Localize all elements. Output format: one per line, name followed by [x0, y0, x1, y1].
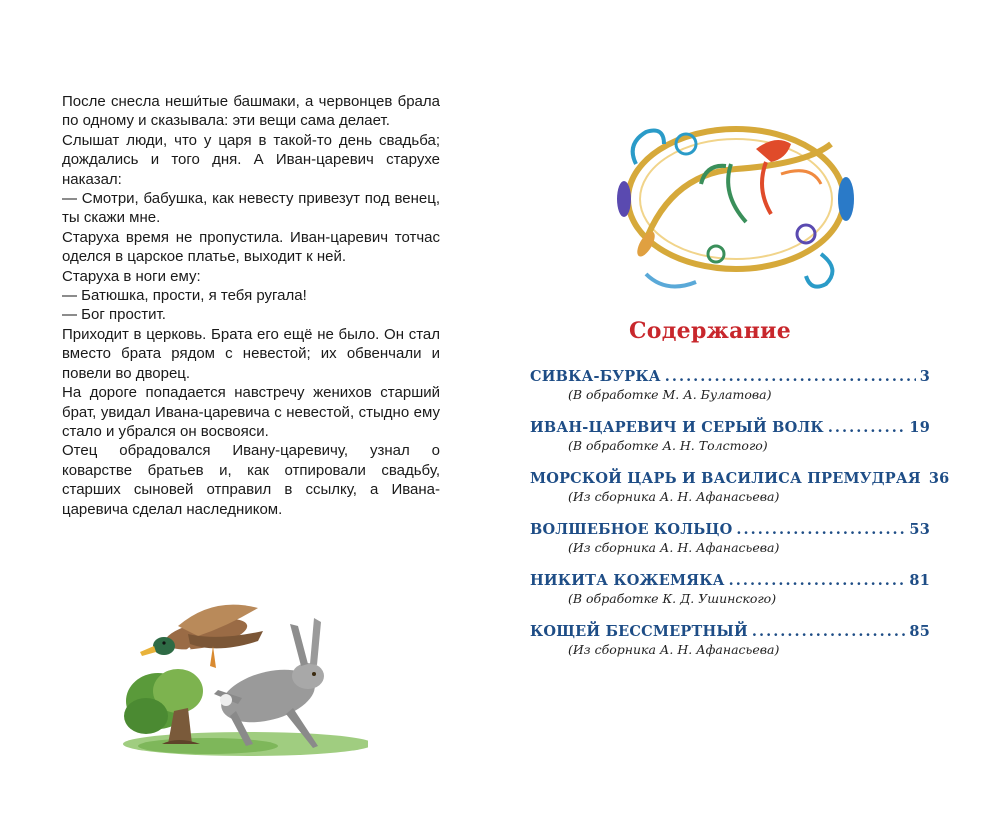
- toc-entry-page: 81: [909, 572, 930, 589]
- toc-entry-page: 53: [909, 521, 930, 538]
- paragraph: — Бог простит.: [62, 306, 166, 324]
- toc-leader-dots: [736, 521, 905, 538]
- toc-entry-page: 85: [909, 623, 930, 640]
- paragraph: — Смотри, бабушка, как невесту привезут под венец, ты скажи мне.: [62, 190, 440, 227]
- toc-entry[interactable]: [530, 623, 930, 674]
- toc-entry-note: (Из сборника А. Н. Афанасьева): [568, 489, 780, 504]
- toc-leader-dots: [729, 572, 906, 589]
- toc-entry-title: МОРСКОЙ ЦАРЬ И ВАСИЛИСА ПРЕМУДРАЯ: [530, 470, 921, 487]
- toc-entry-note: (Из сборника А. Н. Афанасьева): [568, 642, 780, 657]
- toc-entry-page: 19: [909, 419, 930, 436]
- toc-leader-dots: [828, 419, 906, 436]
- duck-hare-illustration: [118, 596, 368, 756]
- paragraph: Слышат люди, что у царя в такой-то день свадьба; дождались и того дня. А Иван-царевич старухе наказал:: [62, 131, 440, 188]
- toc-entry-title: ВОЛШЕБНОЕ КОЛЬЦО: [530, 521, 733, 538]
- toc-entry-title: ИВАН-ЦАРЕВИЧ И СЕРЫЙ ВОЛК: [530, 419, 824, 436]
- toc-entry-page: 36: [928, 470, 950, 487]
- paragraph: Отец обрадовался Ивану-царевичу, узнал о коварстве братьев и, как отпировали свадьбу, старших сыновей отправил в ссылку, а Ивана-царевича сделал наследником.: [62, 442, 440, 518]
- toc-entry[interactable]: [530, 572, 930, 623]
- toc-entry-note: (В обработке М. А. Булатова): [568, 387, 772, 402]
- toc-entry-title: СИВКА-БУРКА: [530, 368, 661, 385]
- toc-leader-dots: [665, 368, 916, 385]
- paragraph: Приходит в церковь. Брата его ещё не было. Он стал вместо брата рядом с невестой; их обвенчали и повели во дворец.: [62, 325, 440, 382]
- toc-leader-dots: [752, 623, 905, 640]
- toc-entry[interactable]: [530, 368, 930, 419]
- paragraph: — Батюшка, прости, я тебя ругала!: [62, 287, 307, 305]
- paragraph: Старуха время не пропустила. Иван-царевич тотчас оделся в царское платье, выходит к ней.: [62, 228, 440, 266]
- toc-title: Содержание: [628, 318, 792, 344]
- toc-entry[interactable]: [530, 521, 930, 572]
- toc-entry-title: НИКИТА КОЖЕМЯКА: [530, 572, 725, 589]
- ornamental-letter-decoration: [606, 104, 856, 304]
- toc-entry[interactable]: [530, 470, 950, 521]
- toc-entry-title: КОЩЕЙ БЕССМЕРТНЫЙ: [530, 623, 748, 640]
- toc-entry-page: 3: [919, 368, 930, 385]
- toc-entry-note: (В обработке К. Д. Ушинского): [568, 591, 777, 606]
- paragraph: Старуха в ноги ему:: [62, 267, 201, 285]
- table-of-contents: [530, 368, 950, 674]
- paragraph: После снесла неши́тые башмаки, а червонцев брала по одному и сказывала: эти вещи сама делает.: [62, 93, 440, 130]
- story-text: [62, 92, 440, 519]
- toc-entry[interactable]: [530, 419, 930, 470]
- paragraph: На дороге попадается навстречу женихов старший брат, увидал Ивана-царевича с невестой, стыдно ему стало и убрался он восвояси.: [62, 384, 440, 440]
- toc-entry-note: (Из сборника А. Н. Афанасьева): [568, 540, 780, 555]
- toc-entry-note: (В обработке А. Н. Толстого): [568, 438, 768, 453]
